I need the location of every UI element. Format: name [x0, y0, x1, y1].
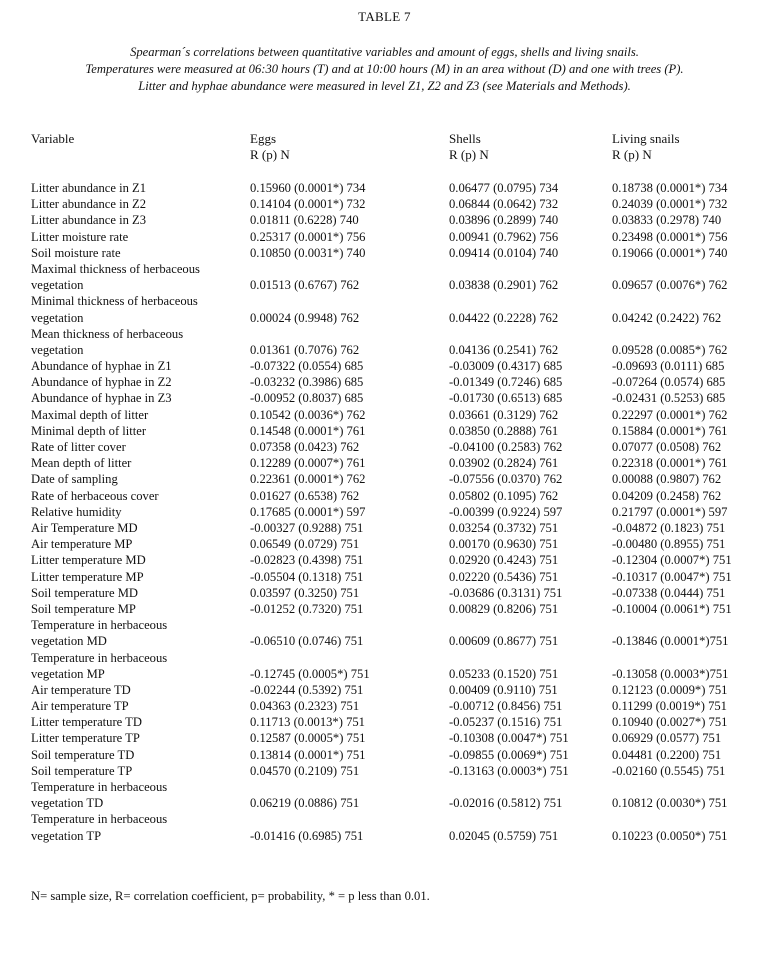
- snails-cell: 0.04242 (0.2422) 762: [612, 310, 722, 325]
- shells-cell: 0.04422 (0.2228) 762: [449, 310, 559, 325]
- variable-cell: [31, 407, 148, 423]
- eggs-cell: 0.10850 (0.0031*) 740: [250, 245, 366, 260]
- snails-cell: 0.21797 (0.0001*) 597: [612, 504, 728, 519]
- variable-cell: [31, 374, 172, 390]
- snails-cell: 0.09657 (0.0076*) 762: [612, 278, 728, 293]
- variable-label: Air temperature TP: [31, 699, 129, 714]
- variable-label: Litter temperature MD: [31, 553, 146, 568]
- eggs-cell: 0.25317 (0.0001*) 756: [250, 229, 366, 244]
- variable-label: Date of sampling: [31, 472, 118, 487]
- shells-cell: -0.03009 (0.4317) 685: [449, 359, 563, 374]
- variable-cell: [31, 601, 136, 617]
- eggs-cell: 0.14104 (0.0001*) 732: [250, 197, 366, 212]
- header-eggs-sub: R (p) N: [250, 147, 290, 162]
- variable-label: vegetation MD: [31, 634, 107, 649]
- table-row: [0, 779, 769, 811]
- variable-cell: [31, 520, 138, 536]
- shells-cell: -0.00399 (0.9224) 597: [449, 504, 563, 519]
- snails-cell: 0.04209 (0.2458) 762: [612, 488, 722, 503]
- eggs-cell: -0.02823 (0.4398) 751: [250, 553, 364, 568]
- variable-label: Litter moisture rate: [31, 229, 129, 244]
- table-row: [0, 520, 769, 536]
- variable-cell: [31, 730, 140, 746]
- shells-cell: 0.00609 (0.8677) 751: [449, 634, 559, 649]
- snails-cell: 0.07077 (0.0508) 762: [612, 440, 722, 455]
- table-body: [0, 180, 769, 844]
- variable-cell: [31, 617, 167, 649]
- shells-cell: -0.02016 (0.5812) 751: [449, 796, 563, 811]
- variable-cell: [31, 714, 142, 730]
- variable-cell: [31, 261, 200, 293]
- variable-cell: [31, 779, 167, 811]
- table-row: [0, 326, 769, 358]
- eggs-cell: 0.01513 (0.6767) 762: [250, 278, 360, 293]
- eggs-cell: 0.01811 (0.6228) 740: [250, 213, 359, 228]
- eggs-cell: -0.01416 (0.6985) 751: [250, 828, 364, 843]
- table-row: [0, 730, 769, 746]
- variable-cell: [31, 536, 132, 552]
- eggs-cell: 0.01361 (0.7076) 762: [250, 342, 360, 357]
- header-eggs-label: Eggs: [250, 131, 276, 146]
- table-row: [0, 536, 769, 552]
- table-row: [0, 245, 769, 261]
- variable-label: Maximal depth of litter: [31, 407, 149, 422]
- shells-cell: 0.00829 (0.8206) 751: [449, 601, 559, 616]
- variable-cell: [31, 439, 126, 455]
- table-row: [0, 747, 769, 763]
- variable-label: vegetation MP: [31, 666, 105, 681]
- table-row: [0, 229, 769, 245]
- variable-label: Abundance of hyphae in Z3: [31, 391, 172, 406]
- variable-label: vegetation: [31, 342, 84, 357]
- eggs-cell: 0.04570 (0.2109) 751: [250, 763, 360, 778]
- shells-cell: 0.00941 (0.7962) 756: [449, 229, 559, 244]
- variable-label: Rate of herbaceous cover: [31, 488, 159, 503]
- variable-cell: [31, 196, 146, 212]
- shells-cell: 0.02045 (0.5759) 751: [449, 828, 559, 843]
- shells-cell: -0.01730 (0.6513) 685: [449, 391, 563, 406]
- snails-cell: -0.02431 (0.5253) 685: [612, 391, 726, 406]
- variable-cell: [31, 471, 118, 487]
- snails-cell: 0.00088 (0.9807) 762: [612, 472, 722, 487]
- snails-cell: 0.19066 (0.0001*) 740: [612, 245, 728, 260]
- shells-cell: -0.10308 (0.0047*) 751: [449, 731, 569, 746]
- snails-cell: 0.10223 (0.0050*) 751: [612, 828, 728, 843]
- shells-cell: -0.13163 (0.0003*) 751: [449, 763, 569, 778]
- eggs-cell: 0.13814 (0.0001*) 751: [250, 747, 366, 762]
- eggs-cell: 0.06219 (0.0886) 751: [250, 796, 360, 811]
- table-title: TABLE 7: [358, 9, 411, 24]
- table-row: [0, 407, 769, 423]
- variable-cell: [31, 245, 121, 261]
- variable-label: vegetation TD: [31, 796, 104, 811]
- table-row: [0, 374, 769, 390]
- table-footnote: N= sample size, R= correlation coefficient, p= probability, * = p less than 0.01.: [31, 889, 430, 903]
- eggs-cell: 0.12587 (0.0005*) 751: [250, 731, 366, 746]
- eggs-cell: -0.07322 (0.0554) 685: [250, 359, 364, 374]
- variable-cell: [31, 552, 146, 568]
- table-row: [0, 439, 769, 455]
- shells-cell: 0.00170 (0.9630) 751: [449, 537, 559, 552]
- variable-cell: [31, 229, 128, 245]
- variable-label: Abundance of hyphae in Z1: [31, 359, 172, 374]
- shells-cell: -0.07556 (0.0370) 762: [449, 472, 563, 487]
- snails-cell: -0.12304 (0.0007*) 751: [612, 553, 732, 568]
- shells-cell: -0.04100 (0.2583) 762: [449, 440, 563, 455]
- variable-label: Air temperature TD: [31, 682, 131, 697]
- variable-label: Maximal thickness of herbaceous: [31, 261, 200, 276]
- eggs-cell: -0.06510 (0.0746) 751: [250, 634, 364, 649]
- variable-cell: [31, 569, 144, 585]
- variable-label: Minimal depth of litter: [31, 423, 147, 438]
- table-row: [0, 471, 769, 487]
- shells-cell: 0.05802 (0.1095) 762: [449, 488, 559, 503]
- header-shells-sub: R (p) N: [449, 147, 489, 162]
- eggs-cell: 0.01627 (0.6538) 762: [250, 488, 360, 503]
- variable-cell: [31, 212, 146, 228]
- caption-line: Litter and hyphae abundance were measured in level Z1, Z2 and Z3 (see Materials and Methods).: [138, 79, 631, 93]
- table-row: [0, 358, 769, 374]
- header-eggs: [250, 131, 290, 163]
- eggs-cell: 0.11713 (0.0013*) 751: [250, 715, 365, 730]
- snails-cell: -0.04872 (0.1823) 751: [612, 520, 726, 535]
- snails-cell: 0.06929 (0.0577) 751: [612, 731, 722, 746]
- variable-cell: [31, 585, 138, 601]
- variable-label: Litter temperature TP: [31, 731, 140, 746]
- snails-cell: -0.07264 (0.0574) 685: [612, 375, 726, 390]
- snails-cell: 0.15884 (0.0001*) 761: [612, 423, 728, 438]
- variable-cell: [31, 180, 146, 196]
- shells-cell: 0.03254 (0.3732) 751: [449, 520, 559, 535]
- shells-cell: 0.02220 (0.5436) 751: [449, 569, 559, 584]
- shells-cell: 0.06477 (0.0795) 734: [449, 181, 559, 195]
- variable-label: Rate of litter cover: [31, 440, 126, 455]
- table-row: [0, 617, 769, 649]
- snails-cell: 0.18738 (0.0001*) 734: [612, 181, 728, 195]
- table-row: [0, 261, 769, 293]
- variable-label: Temperature in herbaceous: [31, 812, 168, 827]
- eggs-cell: 0.17685 (0.0001*) 597: [250, 504, 366, 519]
- variable-label: Litter temperature TD: [31, 715, 142, 730]
- eggs-cell: 0.00024 (0.9948) 762: [250, 310, 360, 325]
- eggs-cell: -0.02244 (0.5392) 751: [250, 682, 364, 697]
- variable-cell: [31, 390, 172, 406]
- eggs-cell: 0.03597 (0.3250) 751: [250, 585, 360, 600]
- eggs-cell: 0.06549 (0.0729) 751: [250, 537, 360, 552]
- shells-cell: 0.04136 (0.2541) 762: [449, 342, 559, 357]
- table-row: [0, 552, 769, 568]
- table-row: [0, 698, 769, 714]
- caption-line: Temperatures were measured at 06:30 hours (T) and at 10:00 hours (M) in an area without (D) and one with trees (P).: [85, 62, 684, 76]
- shells-cell: -0.00712 (0.8456) 751: [449, 699, 563, 714]
- eggs-cell: -0.05504 (0.1318) 751: [250, 569, 364, 584]
- variable-label: Litter temperature MP: [31, 569, 144, 584]
- snails-cell: 0.22297 (0.0001*) 762: [612, 407, 728, 422]
- snails-cell: -0.09693 (0.0111) 685: [612, 359, 725, 374]
- eggs-cell: -0.03232 (0.3986) 685: [250, 375, 364, 390]
- table-row: [0, 455, 769, 471]
- eggs-cell: 0.10542 (0.0036*) 762: [250, 407, 366, 422]
- eggs-cell: 0.12289 (0.0007*) 761: [250, 456, 366, 471]
- variable-label: Abundance of hyphae in Z2: [31, 375, 172, 390]
- table-row: [0, 811, 769, 843]
- header-snails: [612, 131, 680, 163]
- variable-cell: [31, 293, 198, 325]
- table-row: [0, 488, 769, 504]
- shells-cell: 0.05233 (0.1520) 751: [449, 666, 559, 681]
- shells-cell: -0.03686 (0.3131) 751: [449, 585, 563, 600]
- variable-cell: [31, 326, 183, 358]
- snails-cell: 0.04481 (0.2200) 751: [612, 747, 722, 762]
- snails-cell: 0.11299 (0.0019*) 751: [612, 699, 727, 714]
- variable-label: Relative humidity: [31, 504, 122, 519]
- variable-label: Soil temperature TD: [31, 747, 135, 762]
- variable-cell: [31, 650, 167, 682]
- variable-cell: [31, 698, 129, 714]
- table-caption: [20, 44, 749, 95]
- shells-cell: 0.09414 (0.0104) 740: [449, 245, 559, 260]
- table-row: [0, 423, 769, 439]
- shells-cell: -0.01349 (0.7246) 685: [449, 375, 563, 390]
- variable-label: vegetation: [31, 278, 84, 293]
- variable-label: vegetation TP: [31, 828, 102, 843]
- snails-cell: 0.10940 (0.0027*) 751: [612, 715, 728, 730]
- eggs-cell: -0.12745 (0.0005*) 751: [250, 666, 370, 681]
- snails-cell: 0.24039 (0.0001*) 732: [612, 197, 728, 212]
- variable-label: Temperature in herbaceous: [31, 618, 168, 633]
- snails-cell: -0.13846 (0.0001*)751: [612, 634, 729, 649]
- variable-label: Temperature in herbaceous: [31, 650, 168, 665]
- variable-cell: [31, 488, 159, 504]
- variable-cell: [31, 423, 146, 439]
- table-row: [0, 504, 769, 520]
- header-snails-sub: R (p) N: [612, 147, 652, 162]
- snails-cell: -0.07338 (0.0444) 751: [612, 585, 726, 600]
- shells-cell: 0.06844 (0.0642) 732: [449, 197, 559, 212]
- table-row: [0, 763, 769, 779]
- variable-label: Air temperature MP: [31, 537, 133, 552]
- eggs-cell: -0.00952 (0.8037) 685: [250, 391, 364, 406]
- variable-label: vegetation: [31, 310, 84, 325]
- snails-cell: -0.13058 (0.0003*)751: [612, 666, 729, 681]
- variable-cell: [31, 747, 134, 763]
- table-row: [0, 293, 769, 325]
- eggs-cell: 0.07358 (0.0423) 762: [250, 440, 360, 455]
- variable-label: Soil moisture rate: [31, 245, 121, 260]
- eggs-cell: 0.14548 (0.0001*) 761: [250, 423, 366, 438]
- snails-cell: 0.03833 (0.2978) 740: [612, 213, 722, 228]
- eggs-cell: -0.01252 (0.7320) 751: [250, 601, 364, 616]
- eggs-cell: 0.22361 (0.0001*) 762: [250, 472, 366, 487]
- snails-cell: 0.12123 (0.0009*) 751: [612, 682, 728, 697]
- snails-cell: 0.23498 (0.0001*) 756: [612, 229, 728, 244]
- table-row: [0, 569, 769, 585]
- header-snails-label: Living snails: [612, 131, 680, 146]
- variable-cell: [31, 763, 132, 779]
- table-row: [0, 714, 769, 730]
- shells-cell: 0.03838 (0.2901) 762: [449, 278, 559, 293]
- shells-cell: -0.09855 (0.0069*) 751: [449, 747, 569, 762]
- variable-label: Mean thickness of herbaceous: [31, 326, 184, 341]
- table-row: [0, 212, 769, 228]
- shells-cell: 0.03896 (0.2899) 740: [449, 213, 559, 228]
- variable-label: Soil temperature MD: [31, 585, 139, 600]
- variable-cell: [31, 811, 167, 843]
- snails-cell: -0.10004 (0.0061*) 751: [612, 601, 732, 616]
- shells-cell: 0.03661 (0.3129) 762: [449, 407, 559, 422]
- snails-cell: -0.00480 (0.8955) 751: [612, 537, 726, 552]
- shells-cell: 0.00409 (0.9110) 751: [449, 682, 558, 697]
- shells-cell: -0.05237 (0.1516) 751: [449, 715, 563, 730]
- table-row: [0, 390, 769, 406]
- header-shells-label: Shells: [449, 131, 481, 146]
- variable-label: Air Temperature MD: [31, 520, 138, 535]
- table-row: [0, 601, 769, 617]
- variable-label: Soil temperature TP: [31, 763, 133, 778]
- snails-cell: 0.10812 (0.0030*) 751: [612, 796, 728, 811]
- snails-cell: 0.22318 (0.0001*) 761: [612, 456, 728, 471]
- table-row: [0, 682, 769, 698]
- variable-cell: [31, 504, 122, 520]
- eggs-cell: -0.00327 (0.9288) 751: [250, 520, 364, 535]
- table-row: [0, 585, 769, 601]
- shells-cell: 0.03850 (0.2888) 761: [449, 423, 559, 438]
- variable-label: Soil temperature MP: [31, 601, 136, 616]
- variable-label: Litter abundance in Z3: [31, 213, 147, 228]
- variable-label: Mean depth of litter: [31, 456, 132, 471]
- eggs-cell: 0.04363 (0.2323) 751: [250, 699, 360, 714]
- variable-label: Litter abundance in Z2: [31, 197, 147, 212]
- header-variable: Variable: [31, 131, 75, 146]
- shells-cell: 0.03902 (0.2824) 761: [449, 456, 559, 471]
- snails-cell: 0.09528 (0.0085*) 762: [612, 342, 728, 357]
- table-row: [0, 180, 769, 196]
- variable-label: Litter abundance in Z1: [31, 181, 147, 195]
- shells-cell: 0.02920 (0.4243) 751: [449, 553, 559, 568]
- caption-line: Spearman´s correlations between quantitative variables and amount of eggs, shells and living snails.: [130, 45, 639, 59]
- variable-cell: [31, 682, 131, 698]
- variable-cell: [31, 358, 172, 374]
- table-row: [0, 196, 769, 212]
- variable-label: Temperature in herbaceous: [31, 780, 168, 795]
- variable-cell: [31, 455, 131, 471]
- eggs-cell: 0.15960 (0.0001*) 734: [250, 181, 366, 195]
- variable-label: Minimal thickness of herbaceous: [31, 294, 198, 309]
- header-shells: [449, 131, 489, 163]
- snails-cell: -0.10317 (0.0047*) 751: [612, 569, 732, 584]
- table-row: [0, 650, 769, 682]
- snails-cell: -0.02160 (0.5545) 751: [612, 763, 726, 778]
